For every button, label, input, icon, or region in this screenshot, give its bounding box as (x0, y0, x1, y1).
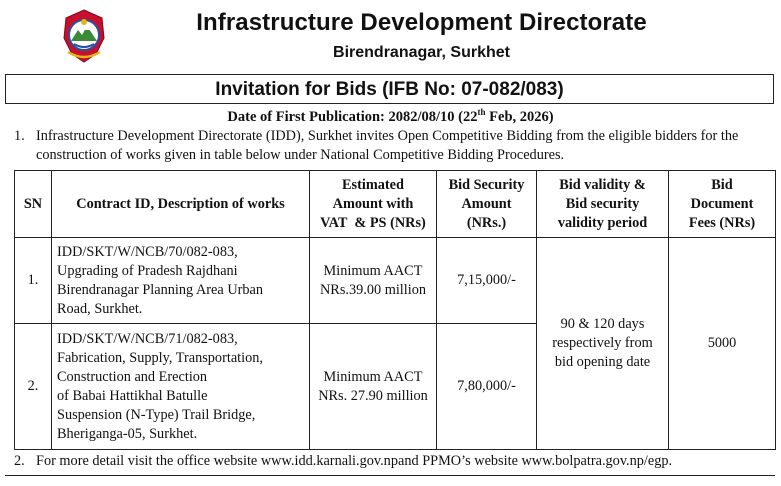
desc-line: IDD/SKT/W/NCB/71/082-083, (57, 330, 238, 347)
table-row (15, 238, 776, 324)
desc-line: Birendranagar Planning Area Urban (57, 281, 264, 298)
header-line: Bid Security (448, 176, 525, 193)
office-location: Birendranagar, Surkhet (333, 44, 510, 61)
header-line: Estimated (342, 176, 404, 193)
paragraph-text: Infrastructure Development Directorate (IDD), Surkhet invites Open Competitive Bidding from the eligible bidders for the construction of works given in table below under National Competitive Bidding Procedures. (36, 128, 739, 163)
header-line: (NRs.) (466, 214, 507, 231)
document-fees: 5000 (669, 238, 776, 450)
validity-line: respectively from (552, 335, 653, 351)
header (0, 0, 781, 70)
table-header-row (15, 171, 776, 238)
publication-date-sup: th (477, 107, 486, 117)
header-line: VAT & PS (NRs) (320, 214, 426, 231)
validity-line: 90 & 120 days (560, 316, 645, 332)
paragraph-text: For more detail visit the office website www.idd.karnali.gov.npand PPMO’s website www.bolpatra.gov.np/egp. (36, 453, 673, 469)
header-document-fees (669, 171, 776, 238)
publication-date-prefix: Date of First Publication: 2082/08/10 (22 (227, 108, 478, 125)
header-bid-security (437, 171, 537, 238)
desc-line: Construction and Erection (57, 368, 208, 385)
desc-line: IDD/SKT/W/NCB/70/082-083, (57, 243, 238, 260)
paragraph-number: 1. (14, 128, 25, 144)
header-line: Document (690, 195, 754, 212)
row-description (52, 238, 310, 324)
amount-line: Minimum AACT (323, 262, 423, 279)
row-bid-security: 7,15,000/- (437, 238, 537, 324)
header-line: Amount (461, 195, 512, 212)
header-description: Contract ID, Description of works (52, 171, 310, 238)
paragraph-1 (14, 127, 776, 165)
row-estimated-amount (310, 324, 437, 450)
row-sn: 1. (15, 238, 52, 324)
row-sn: 2. (15, 324, 52, 450)
header-estimated-amount (310, 171, 437, 238)
header-line: Bid security (565, 195, 640, 212)
desc-line: Bheriganga-05, Surkhet. (57, 425, 198, 442)
paragraph-number: 2. (14, 453, 25, 469)
header-line: Fees (NRs) (688, 214, 756, 231)
desc-line: Road, Surkhet. (57, 300, 143, 317)
header-line: validity period (557, 214, 648, 231)
header-line: Bid validity & (559, 176, 646, 193)
validity-line: bid opening date (554, 354, 651, 370)
amount-line: NRs.39.00 million (319, 281, 427, 298)
amount-line: Minimum AACT (323, 368, 423, 385)
header-line: Bid (711, 176, 733, 193)
ifb-title: Invitation for Bids (IFB No: 07-082/083) (5, 74, 774, 104)
header-validity (537, 171, 669, 238)
header-line: Amount with (332, 195, 414, 212)
bottom-divider (5, 475, 775, 476)
row-bid-security: 7,80,000/- (437, 324, 537, 450)
publication-date (0, 107, 781, 126)
row-description (52, 324, 310, 450)
desc-line: Fabrication, Supply, Transportation, (57, 349, 263, 366)
publication-date-suffix: Feb, 2026) (485, 108, 554, 125)
amount-line: NRs. 27.90 million (318, 387, 428, 404)
desc-line: Suspension (N-Type) Trail Bridge, (57, 406, 256, 423)
bids-table (14, 170, 776, 450)
paragraph-2 (14, 452, 776, 471)
office-title: Infrastructure Development Directorate (196, 9, 647, 36)
desc-line: of Babai Hattikhal Batulle (57, 387, 208, 404)
validity-period (537, 238, 669, 450)
desc-line: Upgrading of Pradesh Rajdhani (57, 262, 238, 279)
header-sn: SN (15, 171, 52, 238)
row-estimated-amount (310, 238, 437, 324)
